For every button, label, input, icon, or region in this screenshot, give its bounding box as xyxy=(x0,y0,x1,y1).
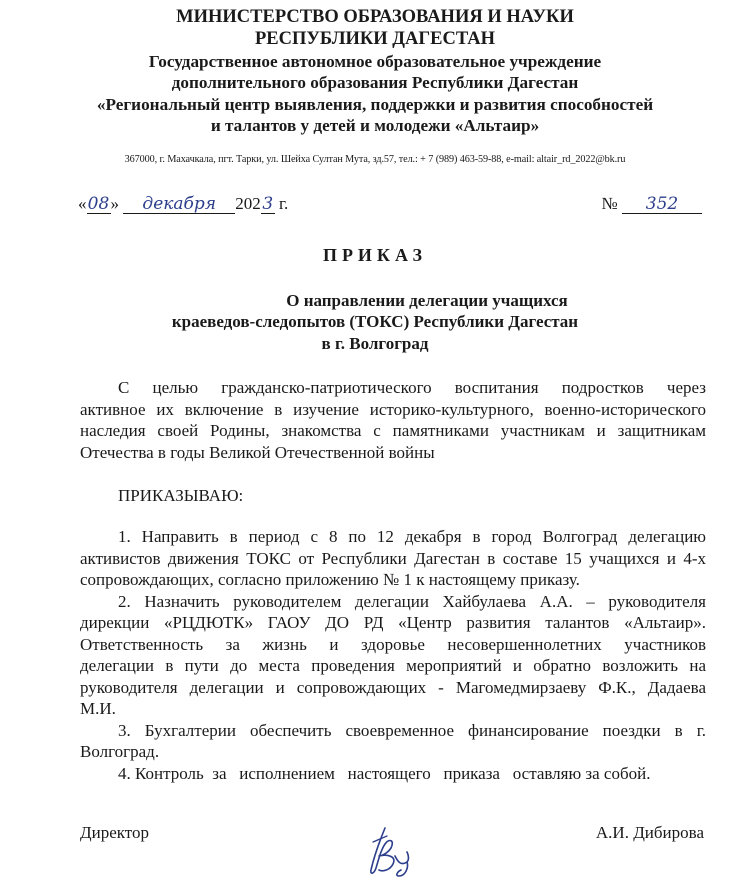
preamble-line: наследия своей Родины, знакомства с памятниками участникам и защитникам xyxy=(80,421,706,440)
order-date xyxy=(78,194,288,214)
item-4-line: 4. Контроль за исполнением настоящего приказа оставляю за собой. xyxy=(118,763,651,783)
subject-line3: в г. Волгоград xyxy=(321,334,429,353)
date-year-digit: 3 xyxy=(262,194,274,214)
subject-line2: краеведов-следопытов (ТОКС) Республики Дагестан xyxy=(171,312,579,331)
signatory-name: А.И. Дибирова xyxy=(595,823,704,842)
item-2-line: М.И. xyxy=(80,699,116,718)
order-word: ПРИКАЗЫВАЮ: xyxy=(118,486,244,505)
ministry-title-line1: МИНИСТЕРСТВО ОБРАЗОВАНИЯ И НАУКИ xyxy=(176,7,574,27)
preamble-paragraph xyxy=(80,377,706,463)
item-2-line: делегации в пути до места проведения мероприятий и обратно возложить на xyxy=(80,656,706,675)
subject-line1: О направлении делегации учащихся xyxy=(286,291,568,310)
institution-name-line4: и талантов у детей и молодежи «Альтаир» xyxy=(210,116,540,135)
item-3-line: Волгоград. xyxy=(80,742,160,761)
institution-name-line2: дополнительного образования Республики Дагестан xyxy=(171,73,579,92)
date-year-prefix: 202 xyxy=(235,194,261,213)
item-2-line: дирекции «РЦДЮТК» ГАОУ ДО РД «Центр развития талантов «Альтаир». xyxy=(80,613,706,632)
institution-name-line1: Государственное автономное образовательное учреждение xyxy=(148,52,602,71)
item-3-line: 3. Бухгалтерии обеспечить своевременное финансирование поездки в г. xyxy=(118,720,706,740)
preamble-line: активное их включение в изучение историко-культурного, военно-исторического xyxy=(80,399,706,419)
item-2-line: 2. Назначить руководителем делегации Хайбулаева А.А. – руководителя xyxy=(118,591,706,611)
item-1-line: сопровождающих, согласно приложению № 1 к настоящему приказу. xyxy=(80,570,580,589)
date-close-quote: » xyxy=(110,194,119,213)
institution-name-line3: «Региональный центр выявления, поддержки и развития способностей xyxy=(96,95,654,114)
order-number xyxy=(602,194,702,214)
date-day: 08 xyxy=(87,194,110,214)
institution-address: 367000, г. Махачкала, пгт. Тарки, ул. Шейха Султан Мута, зд.57, тел.: + 7 (989) 463-59-88, e-mail: altair_rd_2022@bk.ru xyxy=(124,154,626,165)
preamble-line: Отечества в годы Великой Отечественной войны xyxy=(80,442,435,462)
ministry-title-line2: РЕСПУБЛИКИ ДАГЕСТАН xyxy=(254,29,496,49)
signatory-position: Директор xyxy=(80,823,149,842)
item-1-line: активистов движения ТОКС от Республики Дагестан в составе 15 учащихся и 4-х xyxy=(80,548,706,568)
item-2-line: руководителя делегации и сопровождающих - Магомедмирзаеву Ф.К., Дадаева xyxy=(80,677,706,697)
order-items xyxy=(80,526,706,784)
date-open-quote: « xyxy=(78,194,87,213)
date-year-suffix: г. xyxy=(279,194,289,213)
date-month: декабря xyxy=(123,195,235,214)
order-number-label: № xyxy=(601,194,618,213)
item-2-line: Ответственность за жизнь и здоровье несовершеннолетних участников xyxy=(80,634,706,654)
item-1-line: 1. Направить в период с 8 по 12 декабря в город Волгоград делегацию xyxy=(118,527,706,546)
document-title: ПРИКАЗ xyxy=(322,245,428,265)
handwritten-signature xyxy=(365,822,417,878)
preamble-line: С целью гражданско-патриотического воспитания подростков через xyxy=(118,378,706,397)
order-number-value: 352 xyxy=(622,195,702,214)
